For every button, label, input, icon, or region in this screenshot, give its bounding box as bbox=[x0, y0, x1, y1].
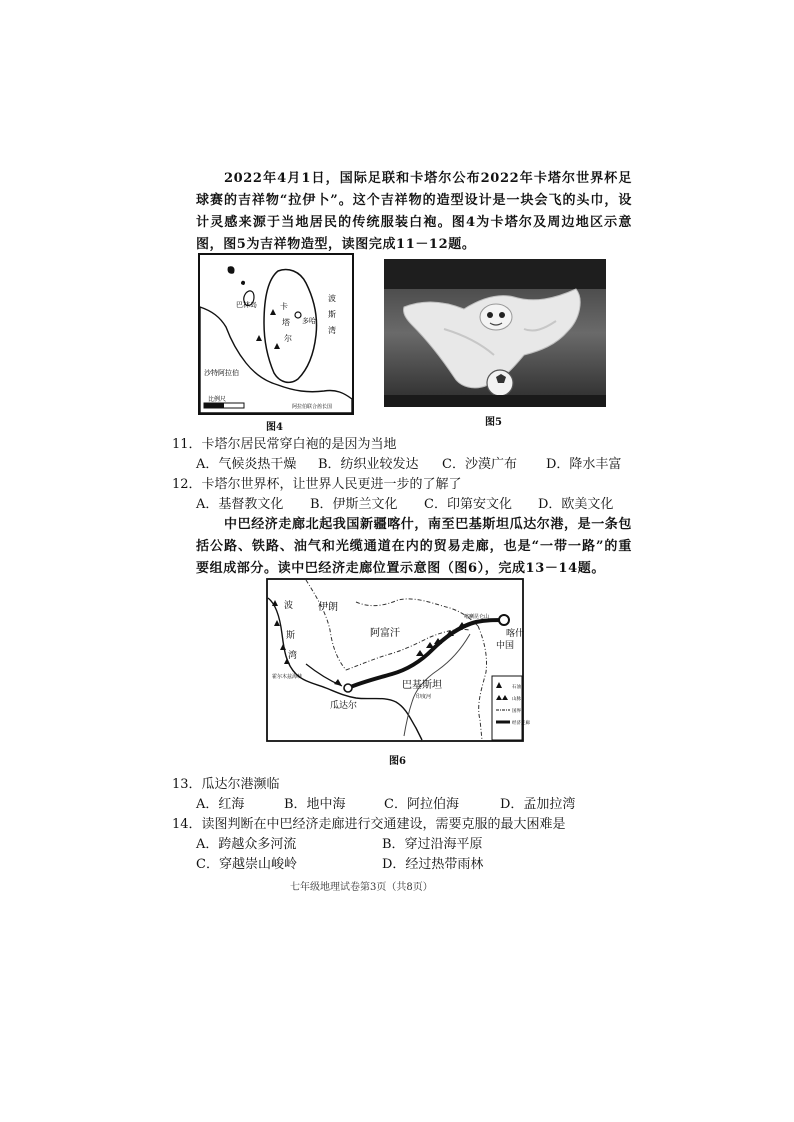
q11-option-c[interactable]: C．沙漠广布 bbox=[442, 457, 517, 472]
question-14-stem: 14．读图判断在中巴经济走廊进行交通建设，需要克服的最大困难是 bbox=[172, 817, 566, 832]
question-14-options-row-2 bbox=[196, 856, 483, 874]
label-doha: 多哈 bbox=[302, 317, 316, 325]
q13-option-a[interactable]: A．红海 bbox=[196, 797, 245, 812]
label-qatar-2: 塔 bbox=[282, 318, 290, 327]
label-indus-river: 印度河 bbox=[416, 694, 432, 700]
label-afghanistan: 阿富汗 bbox=[370, 628, 400, 639]
label-qatar-3: 尔 bbox=[284, 334, 292, 343]
q14-option-b[interactable]: B．穿过沿海平原 bbox=[382, 837, 483, 852]
figure-4-qatar-map bbox=[198, 253, 354, 415]
label-gulf-1: 波 bbox=[328, 294, 336, 303]
label-hormuz-strait: 霍尔木兹海峡 bbox=[272, 674, 303, 680]
label-bahrain: 巴林岛 bbox=[236, 301, 257, 309]
q14-option-a[interactable]: A．跨越众多河流 bbox=[196, 837, 297, 852]
intro-paragraph-corridor: 中巴经济走廊北起我国新疆喀什，南至巴基斯坦瓜达尔港，是一条包括公路、铁路、油气和光缆通道在内的贸易走廊，也是“一带一路”的重要组成部分。读中巴经济走廊位置示意图（图6），完成13－14题。 bbox=[196, 517, 633, 576]
label-karakoram: 喀喇昆仑山 bbox=[464, 614, 490, 620]
q11-option-d[interactable]: D．降水丰富 bbox=[546, 457, 622, 472]
legend-oil-label: 石油 bbox=[512, 685, 521, 690]
label-kashi: 喀什 bbox=[506, 629, 525, 639]
q12-option-a[interactable]: A．基督教文化 bbox=[196, 497, 284, 512]
question-13-options bbox=[196, 796, 575, 814]
label-iran: 伊朗 bbox=[318, 602, 338, 613]
q12-option-c[interactable]: C．印第安文化 bbox=[424, 497, 512, 512]
question-11-options bbox=[196, 456, 621, 474]
label-gulf-2: 斯 bbox=[328, 310, 336, 319]
q14-option-d[interactable]: D．经过热带雨林 bbox=[382, 857, 484, 872]
label-saudi-arabia: 沙特阿拉伯 bbox=[204, 369, 239, 377]
label-gulf-3: 湾 bbox=[328, 326, 336, 335]
label-uae: 阿拉伯联合酋长国 bbox=[292, 404, 333, 410]
label-gwadar: 瓜达尔 bbox=[330, 701, 358, 711]
cpec-map-svg bbox=[266, 578, 530, 742]
q12-option-b[interactable]: B．伊斯兰文化 bbox=[310, 497, 398, 512]
figure-5-mascot-photo bbox=[384, 259, 606, 407]
question-12-options bbox=[196, 496, 613, 514]
scale-bar-label: 比例尺 bbox=[208, 396, 227, 403]
legend-corridor-label: 经济走廊 bbox=[512, 721, 530, 726]
question-14-options-row-1 bbox=[196, 836, 483, 854]
mascot-photo-svg bbox=[384, 259, 606, 407]
legend-mountain-label: 山脉 bbox=[512, 697, 521, 702]
q13-option-d[interactable]: D．孟加拉湾 bbox=[500, 797, 576, 812]
q11-option-b[interactable]: B．纺织业较发达 bbox=[318, 457, 419, 472]
label-qatar-1: 卡 bbox=[280, 302, 288, 311]
intro-paragraph-mascot: 2022年4月1日，国际足联和卡塔尔公布2022年卡塔尔世界杯足球赛的吉祥物“拉伊卜”。这个吉祥物的造型设计是一块会飞的头巾，设计灵感来源于当地居民的传统服装白袍。图4为卡塔尔及周边地区示意图，图5为吉祥物造型，读图完成11－12题。 bbox=[196, 171, 632, 252]
q13-option-b[interactable]: B．地中海 bbox=[284, 797, 346, 812]
q11-option-a[interactable]: A．气候炎热干燥 bbox=[196, 457, 297, 472]
q13-option-c[interactable]: C．阿拉伯海 bbox=[384, 797, 459, 812]
question-12-stem: 12．卡塔尔世界杯，让世界人民更进一步的了解了 bbox=[172, 477, 462, 492]
q12-option-d[interactable]: D．欧美文化 bbox=[538, 497, 614, 512]
label-gulf-2: 斯 bbox=[286, 631, 296, 641]
figure-6-cpec-map bbox=[266, 578, 530, 742]
label-china: 中国 bbox=[496, 641, 515, 651]
q14-option-c[interactable]: C．穿越崇山峻岭 bbox=[196, 857, 297, 872]
label-pakistan: 巴基斯坦 bbox=[402, 680, 442, 691]
figure-5-caption: 图5 bbox=[485, 417, 502, 428]
question-11-stem: 11．卡塔尔居民常穿白袍的是因为当地 bbox=[172, 437, 397, 452]
figure-4-caption: 图4 bbox=[266, 422, 283, 433]
figure-6-caption: 图6 bbox=[389, 756, 406, 767]
page-footer: 七年级地理试卷第3页（共8页） bbox=[290, 882, 433, 893]
legend-border-label: 国界 bbox=[512, 709, 521, 714]
qatar-map-svg bbox=[198, 253, 354, 415]
label-gulf-1: 波 bbox=[284, 601, 294, 611]
label-gulf-3: 湾 bbox=[288, 651, 298, 661]
question-13-stem: 13．瓜达尔港濒临 bbox=[172, 777, 280, 792]
